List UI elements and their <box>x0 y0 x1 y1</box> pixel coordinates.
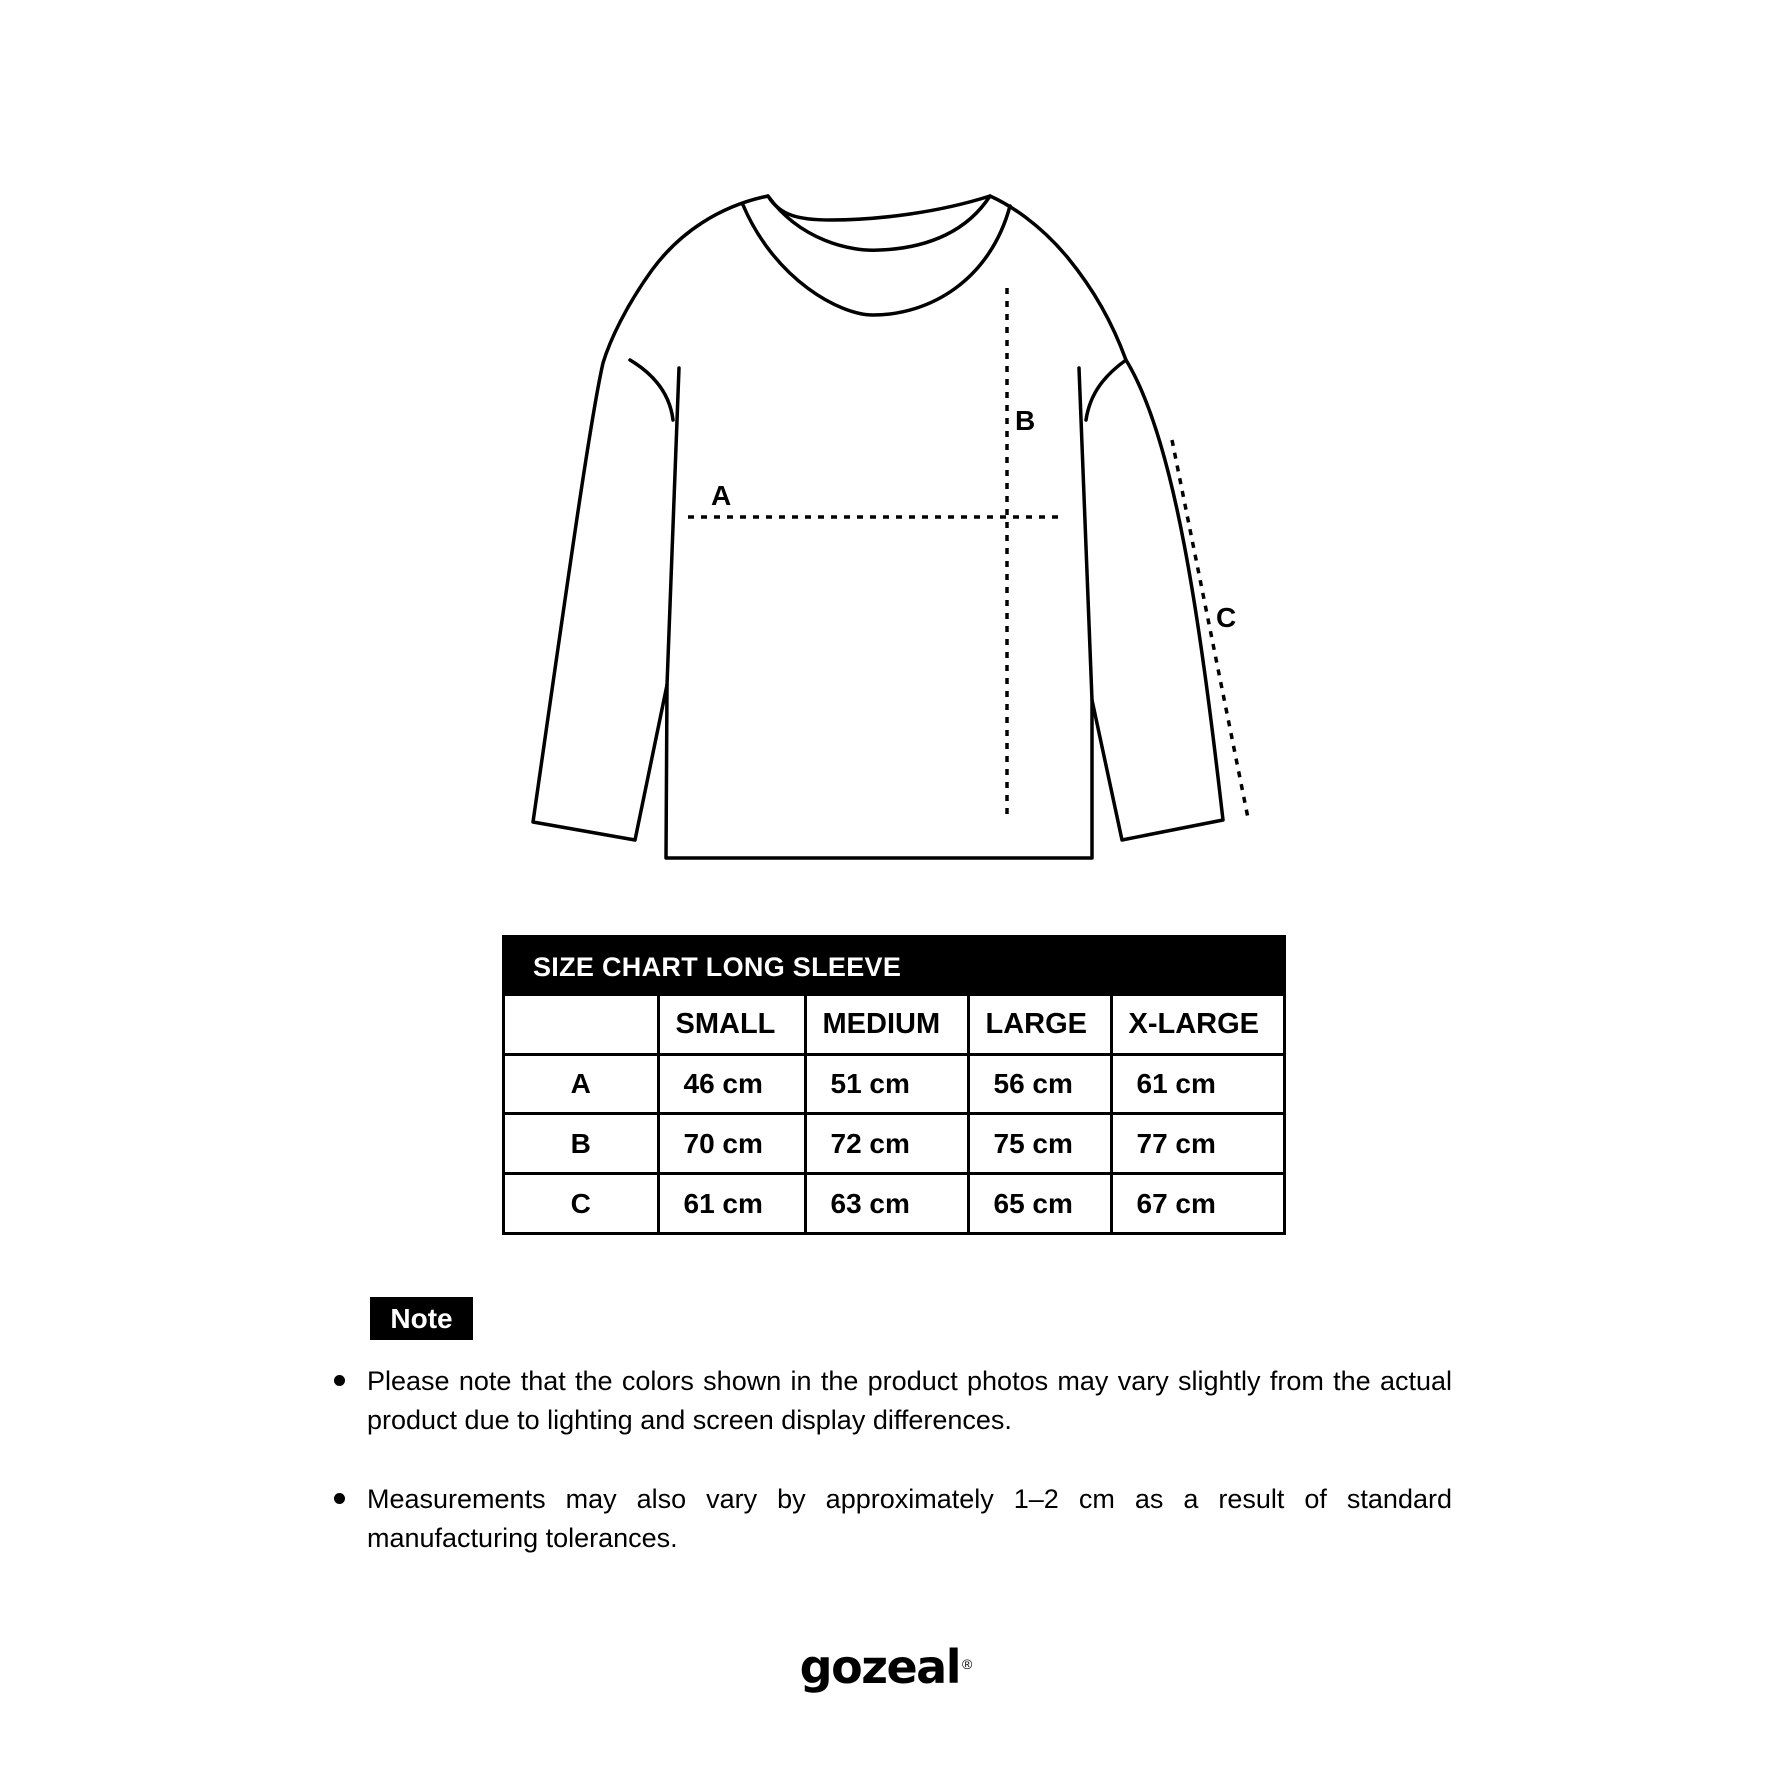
shirt-outline <box>533 196 1223 858</box>
table-cell: 61 cm <box>658 1174 805 1232</box>
row-label: C <box>505 1174 658 1232</box>
dimension-label-c: C <box>1216 602 1237 633</box>
table-row <box>505 1054 1283 1114</box>
table-cell: 63 cm <box>805 1174 968 1232</box>
row-label: A <box>505 1054 658 1114</box>
header-cell-empty <box>505 996 658 1054</box>
header-cell-x-large: X-LARGE <box>1111 996 1283 1054</box>
note-item: Please note that the colors shown in the product photos may vary slightly from the actual product due to lighting and screen display differences. <box>367 1366 1452 1435</box>
table-header-row <box>505 996 1283 1054</box>
table-row <box>505 1114 1283 1174</box>
note-heading: Note <box>370 1297 473 1340</box>
dimension-label-a: A <box>711 480 732 511</box>
dimension-label-b: B <box>1015 405 1036 436</box>
table-cell: 67 cm <box>1111 1174 1283 1232</box>
note-item: Measurements may also vary by approximately 1–2 cm as a result of standard manufacturing tolerances. <box>367 1484 1452 1553</box>
header-cell-large: LARGE <box>968 996 1111 1054</box>
table-cell: 46 cm <box>658 1054 805 1114</box>
size-chart-grid <box>505 996 1283 1232</box>
left-sleeve-seam <box>630 360 673 420</box>
bullet-icon <box>334 1375 345 1386</box>
table-cell: 65 cm <box>968 1174 1111 1232</box>
dimension-line-c <box>1172 440 1248 818</box>
table-cell: 77 cm <box>1111 1114 1283 1174</box>
right-sleeve-seam <box>1086 360 1126 420</box>
table-cell: 70 cm <box>658 1114 805 1174</box>
row-label: B <box>505 1114 658 1174</box>
table-row <box>505 1174 1283 1232</box>
size-chart-title: SIZE CHART LONG SLEEVE <box>505 938 1283 996</box>
table-cell: 51 cm <box>805 1054 968 1114</box>
size-chart-table <box>502 935 1286 1235</box>
table-cell: 61 cm <box>1111 1054 1283 1114</box>
bullet-icon <box>334 1493 345 1504</box>
brand-name: gozeal <box>799 1640 960 1694</box>
table-cell: 72 cm <box>805 1114 968 1174</box>
table-cell: 75 cm <box>968 1114 1111 1174</box>
brand-logo <box>0 1640 1772 1694</box>
header-cell-medium: MEDIUM <box>805 996 968 1054</box>
header-cell-small: SMALL <box>658 996 805 1054</box>
registered-mark: ® <box>961 1655 973 1672</box>
table-cell: 56 cm <box>968 1054 1111 1114</box>
